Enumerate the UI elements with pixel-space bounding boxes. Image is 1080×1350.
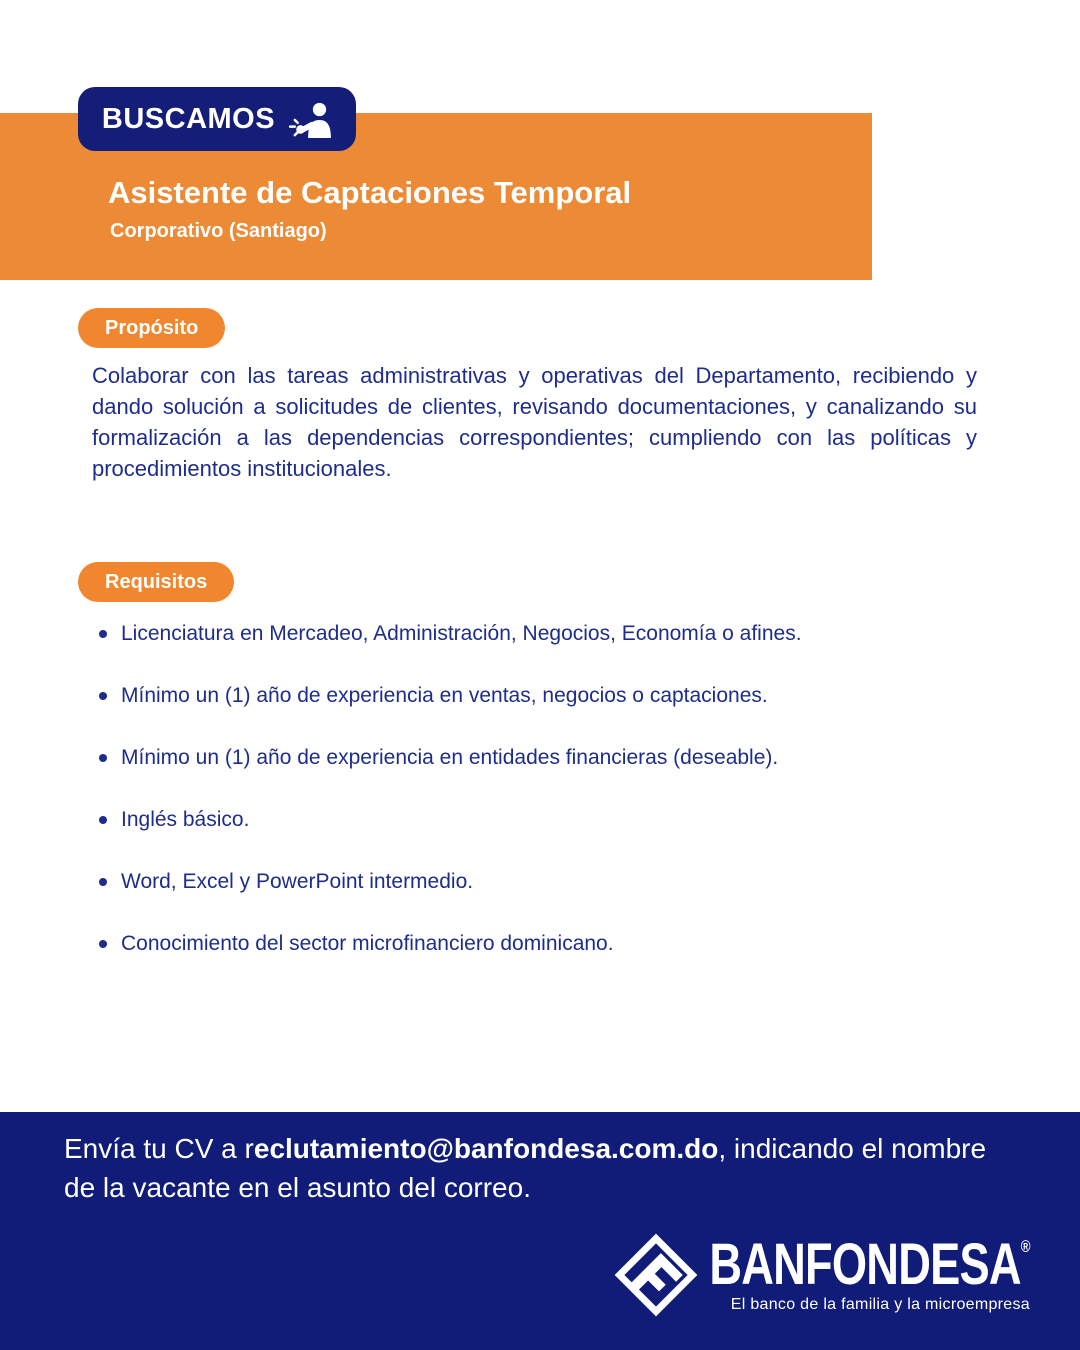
buscamos-badge	[78, 87, 356, 151]
requirement-text: Mínimo un (1) año de experiencia en ventas, negocios o captaciones.	[121, 684, 768, 707]
cta-text	[64, 1129, 1014, 1207]
requirement-text: Conocimiento del sector microfinanciero dominicano.	[121, 932, 614, 955]
footer	[0, 1112, 1080, 1350]
job-title: Asistente de Captaciones Temporal	[108, 175, 632, 210]
cta-suffix: , indicando el nombre de la vacante en el asunto del correo.	[64, 1133, 987, 1203]
requirements-list	[99, 620, 969, 992]
bullet-dot	[99, 754, 107, 762]
registered-mark-icon: ®	[1021, 1237, 1030, 1256]
requirement-text: Licenciatura en Mercadeo, Administración, Negocios, Economía o afines.	[121, 622, 802, 645]
logo-text-block	[619, 1232, 1030, 1314]
cta-prefix: Envía tu CV a r	[64, 1133, 254, 1164]
bullet-dot	[99, 692, 107, 700]
requirement-item	[99, 744, 969, 772]
requirements-pill: Requisitos	[78, 562, 234, 602]
brand-name: BANFONDESA	[709, 1232, 1022, 1297]
bullet-dot	[99, 940, 107, 948]
job-location: Corporativo (Santiago)	[110, 219, 327, 242]
person-waving-icon	[288, 100, 332, 138]
requirement-text: Inglés básico.	[121, 808, 250, 831]
purpose-pill: Propósito	[78, 308, 225, 348]
requirement-text: Mínimo un (1) año de experiencia en entidades financieras (deseable).	[121, 746, 779, 769]
requirement-text: Word, Excel y PowerPoint intermedio.	[121, 870, 474, 893]
requirement-item	[99, 868, 969, 896]
banfondesa-logo	[613, 1232, 1030, 1318]
bullet-dot	[99, 878, 107, 886]
brand-wordmark	[709, 1232, 1030, 1297]
purpose-text: Colaborar con las tareas administrativas y operativas del Departamento, recibiendo y dando solución a solicitudes de clientes, revisando documentaciones, y canalizando su formalización a las dependencias correspondientes; cumpliendo con las políticas y procedimientos institucionales.	[92, 363, 977, 481]
requirement-item	[99, 620, 969, 648]
bullet-dot	[99, 816, 107, 824]
requirement-item	[99, 682, 969, 710]
requirement-item	[99, 930, 969, 958]
bullet-dot	[99, 630, 107, 638]
cta-email: eclutamiento@banfondesa.com.do	[253, 1133, 719, 1164]
brand-tagline: El banco de la familia y la microempresa	[730, 1296, 1030, 1313]
requirement-item	[99, 806, 969, 834]
buscamos-label: BUSCAMOS	[101, 102, 276, 135]
